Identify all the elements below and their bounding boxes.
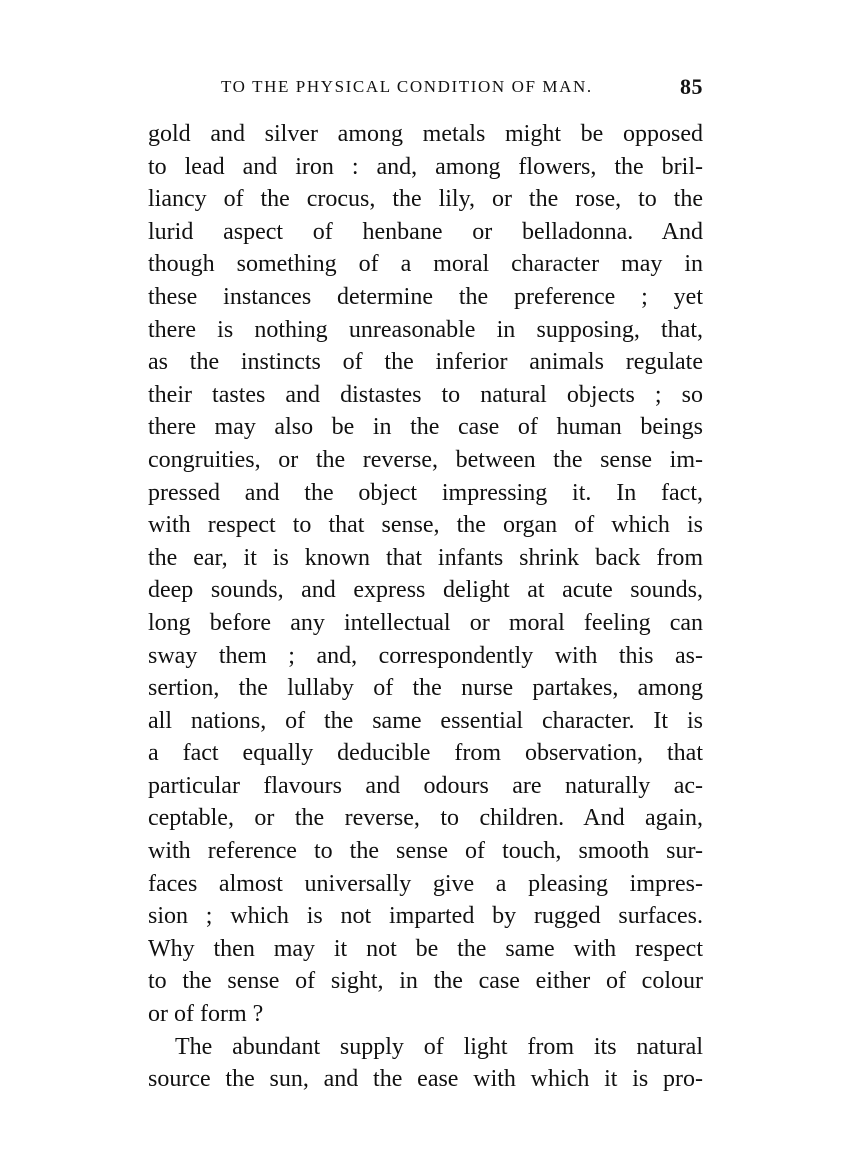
text-line: sertion, the lullaby of the nurse partakes, among (148, 675, 703, 702)
text-line: the ear, it is known that infants shrink back from (148, 544, 703, 571)
text-line: deep sounds, and express delight at acute sounds, (148, 577, 703, 604)
page-header (148, 74, 703, 104)
running-head: TO THE PHYSICAL CONDITION OF MAN. (221, 77, 593, 96)
text-line: sway them ; and, correspondently with this as- (148, 642, 703, 669)
text-line: pressed and the object impressing it. In fact, (148, 479, 703, 506)
text-line: congruities, or the reverse, between the sense im- (148, 446, 703, 473)
text-line: long before any intellectual or moral feeling can (148, 609, 703, 636)
text-line: with respect to that sense, the organ of which is (148, 512, 703, 539)
text-line: liancy of the crocus, the lily, or the rose, to the (148, 186, 703, 213)
text-line: faces almost universally give a pleasing impres- (148, 870, 703, 897)
text-line: all nations, of the same essential character. It is (148, 707, 703, 734)
text-line: to the sense of sight, in the case either of colour (148, 968, 703, 995)
page-number: 85 (680, 74, 703, 99)
text-line: their tastes and distastes to natural objects ; so (148, 381, 703, 408)
text-line: as the instincts of the inferior animals regulate (148, 349, 703, 376)
text-line: these instances determine the preference ; yet (148, 283, 703, 310)
text-line: gold and silver among metals might be opposed (148, 121, 703, 147)
text-line: Why then may it not be the same with respect (148, 935, 703, 962)
text-line: to lead and iron : and, among flowers, the bril- (148, 153, 703, 180)
text-line: particular flavours and odours are naturally ac- (148, 772, 703, 799)
paragraph-start-line: The abundant supply of light from its natural (175, 1033, 703, 1060)
text-line: a fact equally deducible from observation, that (148, 740, 703, 767)
text-line: with reference to the sense of touch, smooth sur- (148, 838, 703, 865)
text-line: lurid aspect of henbane or belladonna. And (148, 218, 703, 245)
text-line: there may also be in the case of human beings (148, 414, 703, 441)
text-line: though something of a moral character may in (148, 251, 703, 278)
text-line: sion ; which is not imparted by rugged surfaces. (148, 903, 703, 930)
text-line: ceptable, or the reverse, to children. And again, (148, 805, 703, 832)
text-line: source the sun, and the ease with which it is pro- (148, 1066, 703, 1093)
paragraph-end-line: or of form ? (148, 1001, 264, 1028)
text-line: there is nothing unreasonable in supposing, that, (148, 316, 703, 343)
body-text (148, 118, 703, 1096)
